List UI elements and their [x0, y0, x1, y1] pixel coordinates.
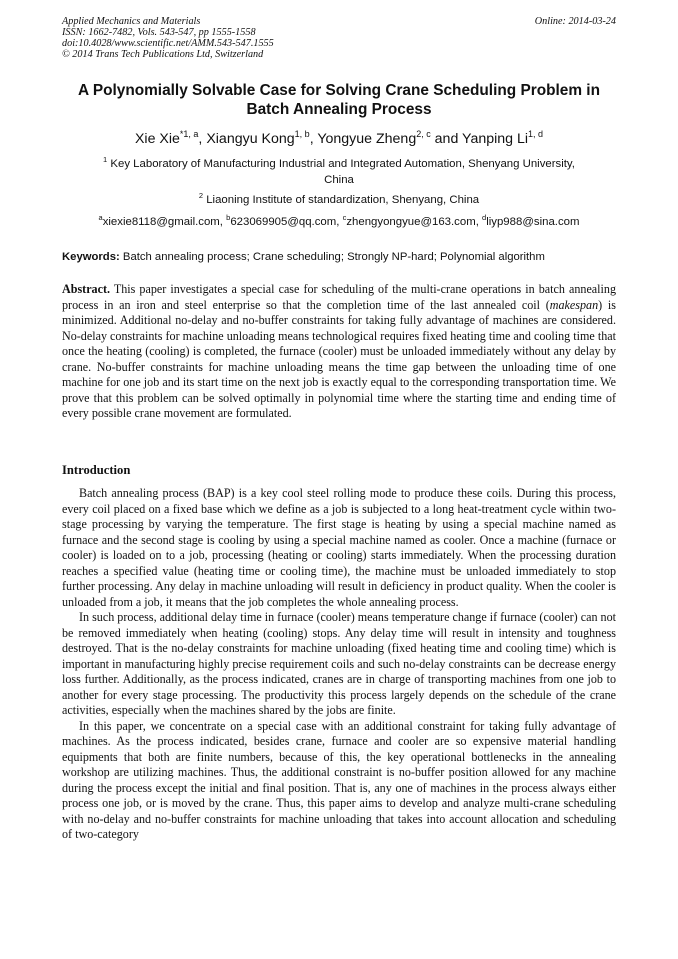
paragraph: Batch annealing process (BAP) is a key cool steel rolling mode to produce these coils. During this process, every coil placed on a fixed base which we define as a job is subjected to a long heat-treatment cycle within two-stage processing by varying the temperature. The first stage is heating by using a special machine named as furnace and the second stage is cooling by using a special machine named as cooler. Once a machine (furnace or cooler) is loaded on to a job, processing (heating or cooling) starts immediately. When the processing duration reaches a specified value (heating time or cooling time), the machine must be unloaded immediately to stop further processing. Any delay in machine unloading will result in deficiency in product quality. When the cooler is unloaded from a job, it means that the job completes the whole annealing process.	[62, 486, 616, 609]
email-sup: b	[226, 213, 231, 222]
copyright-line: © 2014 Trans Tech Publications Ltd, Switzerland	[62, 49, 264, 60]
affiliation-1-line-1: Key Laboratory of Manufacturing Industrial and Integrated Automation, Shenyang University,	[110, 158, 575, 170]
author-sup: 1, d	[528, 129, 544, 139]
email-link[interactable]: zhengyongyue@163.com	[346, 216, 476, 228]
title-line-1: A Polynomially Solvable Case for Solving Crane Scheduling Problem in	[78, 82, 600, 99]
author-sup: 1, b	[294, 129, 310, 139]
author-sup: *1, a	[179, 129, 199, 139]
keywords	[62, 250, 616, 265]
email-sup: a	[98, 213, 103, 222]
email-link[interactable]: liyp988@sina.com	[486, 216, 580, 228]
author-name: Xie Xie	[134, 131, 180, 147]
email-sep: ,	[336, 216, 343, 228]
author-sep: ,	[198, 131, 207, 147]
affiliation-sup: 1	[103, 155, 108, 164]
affiliation-2	[62, 192, 616, 208]
affiliation-1	[62, 156, 616, 188]
paragraph: In such process, additional delay time in furnace (cooler) means temperature change if furnace (cooler) can not be removed immediately when heating (cooling) stops. Any delay time will result in intensity and toughness destroyed. That is the no-delay constraints for machine unloading (fixed heating time and cooling time) which is important in manufacturing highly precise requirement coils and such no-delay constraints can be decrease energy loss further. Additionally, as the process indicated, cranes are in charge of transporting machines from one job to another for every stage processing. The productivity this process largely depends on the schedule of the crane activities, especially when the machines shared by the jobs are finite.	[62, 610, 616, 717]
author-name: Xiangyu Kong	[206, 131, 295, 147]
abstract-label: Abstract.	[62, 282, 111, 296]
abstract-text-1: This paper investigates a special case for scheduling of the multi-crane operations in batch annealing process in an iron and steel enterprise so that the completion time of the last annealed coil (	[62, 282, 616, 312]
journal-header	[62, 16, 616, 60]
affiliation-2-text: Liaoning Institute of standardization, Shenyang, China	[206, 194, 480, 206]
issn-line: ISSN: 1662-7482, Vols. 543-547, pp 1555-1558	[62, 27, 256, 38]
title-line-2: Batch Annealing Process	[246, 101, 432, 118]
affiliation-sup: 2	[198, 191, 204, 200]
abstract-text-2: ) is minimized. Additional no-delay and no-buffer constraints for taking fully advantage of machines are considered. No-delay constraints for machine unloading means technological requires fixed heating time and cooling time that once the heating (cooling) is completed, the furnace (cooler) must be unloaded immediately without any delay by crane. No-buffer constraints for machine unloading means the time gap between the unloading time of one machine for one job and its start time on the next job is exactly equal to the corresponding transportation time. We prove that this problem can be solved optimally in polynomial time where the starting time and ending time of every possible crane movement are formulated.	[62, 297, 616, 420]
author-name: Yanping Li	[462, 131, 529, 147]
doi-line: doi:10.4028/www.scientific.net/AMM.543-547.1555	[62, 38, 274, 49]
paper-title	[48, 81, 630, 119]
author-name: Yongyue Zheng	[317, 131, 417, 147]
paragraph: In this paper, we concentrate on a special case with an additional constraint for taking fully advantage of machines. As the process indicated, besides crane, furnace and cooler are so expensive material handling equipments that both are finite numbers, because of this, the key operational bottlenecks in the annealing workshop are utilizing machines. Thus, the additional constraint is no-buffer position allowed for any machine during the process except the initial and final position. That is, any one of machines in the process always either process one job, or is moved by the crane. Thus, this paper aims to develop and analyze multi-crane scheduling with no-delay and no-buffer constraints for machine unloading that takes into account allocation and scheduling of two-category	[62, 718, 616, 841]
journal-name: Applied Mechanics and Materials	[62, 16, 201, 27]
online-date: Online: 2014-03-24	[534, 16, 616, 27]
author-sup: 2, c	[416, 129, 431, 139]
email-sep: ,	[475, 216, 483, 228]
email-link[interactable]: 623069905@qq.com	[230, 216, 337, 228]
author-sep: ,	[309, 131, 318, 147]
email-sup: c	[342, 213, 347, 222]
author-sep: and	[430, 131, 463, 147]
email-sep: ,	[219, 216, 227, 228]
introduction-body	[62, 486, 616, 843]
author-list	[30, 130, 648, 148]
abstract	[62, 282, 616, 422]
keywords-text: Batch annealing process; Crane scheduling; Strongly NP-hard; Polynomial algorithm	[119, 251, 545, 263]
email-list	[62, 214, 616, 230]
abstract-italic: makespan	[549, 297, 599, 312]
email-sup: d	[482, 213, 487, 222]
section-heading-introduction: Introduction	[62, 463, 131, 477]
email-link[interactable]: xiexie8118@gmail.com	[102, 216, 220, 228]
keywords-label: Keywords:	[62, 251, 120, 263]
affiliation-1-line-2: China	[324, 174, 354, 186]
